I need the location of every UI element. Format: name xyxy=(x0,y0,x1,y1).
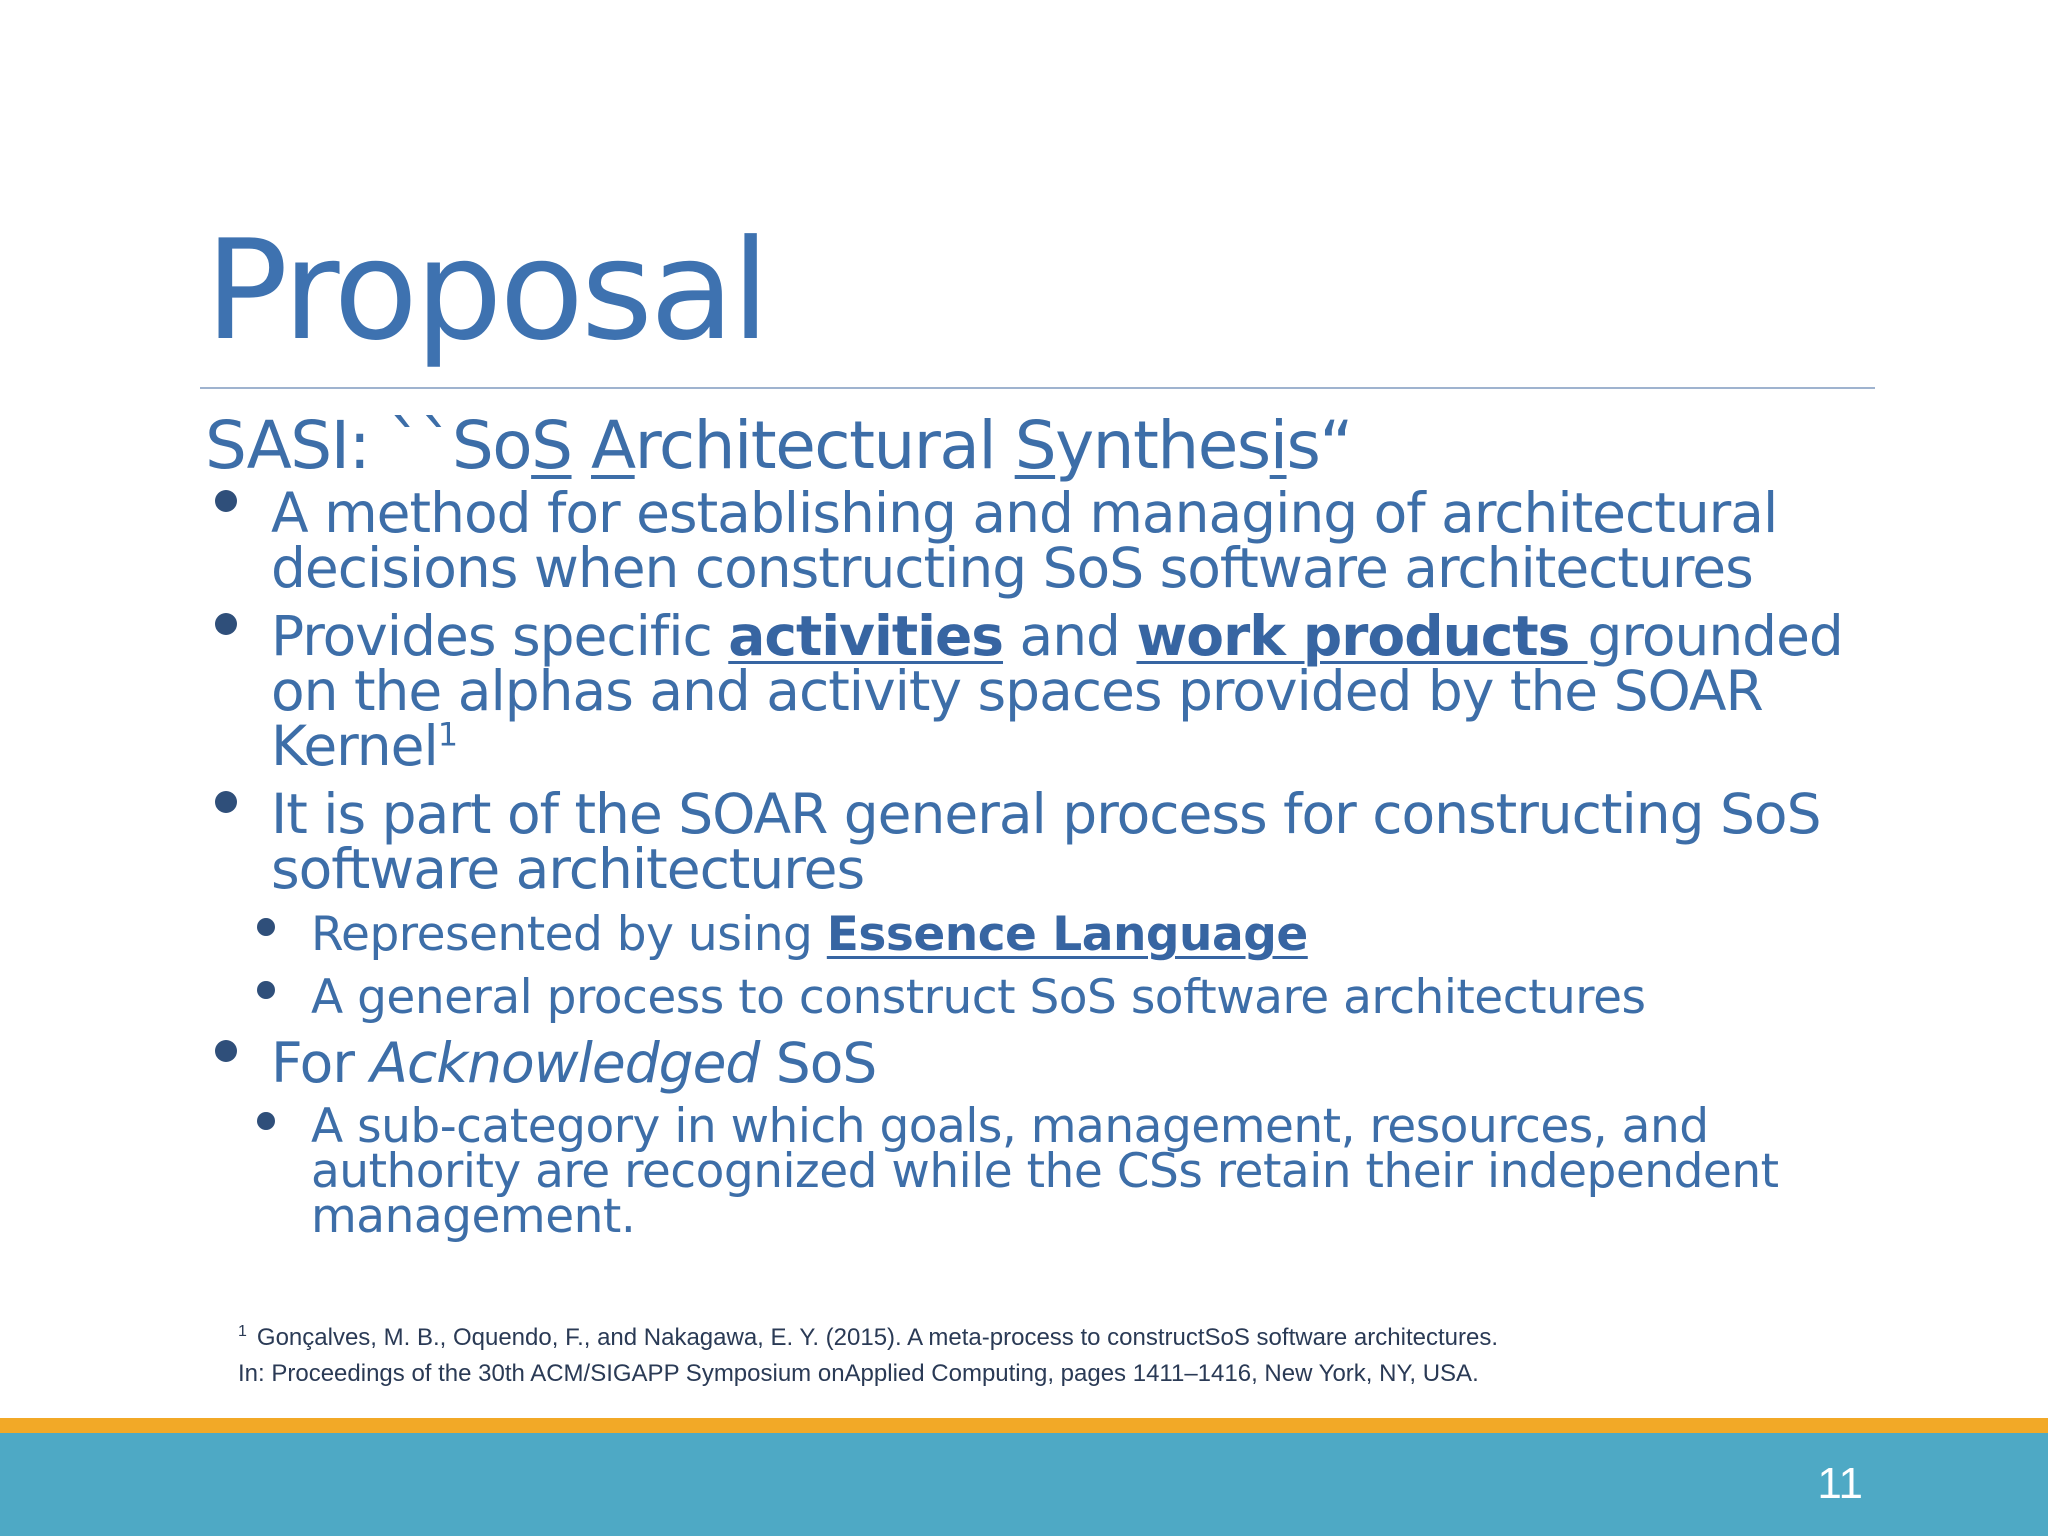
bullet-dot-icon xyxy=(215,613,237,635)
subtitle-letter-i: i xyxy=(1269,407,1287,484)
subtitle-gap xyxy=(572,407,591,484)
subtitle-ynthes: ynthes xyxy=(1055,407,1270,484)
footer-accent-bar xyxy=(0,1418,2048,1433)
bullet-acknowledged-pre: For xyxy=(271,1031,371,1095)
sub-bullet-subcategory xyxy=(205,1099,1865,1244)
essence-language-link[interactable]: Essence Language xyxy=(826,907,1308,962)
bullet-soar-process-text: It is part of the SOAR general process for constructing SoS software architectures xyxy=(271,782,1821,901)
footnote-line-1-text: Gonçalves, M. B., Oquendo, F., and Nakagawa, E. Y. (2015). A meta-process to constructSoS software architectures. xyxy=(256,1324,1498,1351)
bullet-list xyxy=(205,481,1865,1252)
bullet-provides xyxy=(205,604,1865,778)
bullet-dot-icon xyxy=(215,791,237,813)
subtitle-prefix: SASI: ``So xyxy=(205,407,532,484)
footnote xyxy=(238,1320,1498,1392)
bullet-provides-post: grounded on the alphas and activity spaces provided by the SOAR Kernel xyxy=(271,604,1843,778)
bullet-acknowledged xyxy=(205,1031,1865,1095)
slide-title: Proposal xyxy=(205,210,767,371)
subtitle-letter-s1: S xyxy=(531,407,572,484)
work-products-link[interactable]: work products xyxy=(1136,604,1588,668)
subtitle-letter-a: A xyxy=(591,407,635,484)
sub-bullet-essence-pre: Represented by using xyxy=(311,907,827,962)
page-number: 11 xyxy=(1817,1459,1863,1508)
sub-bullet-dot-icon xyxy=(257,918,275,936)
sub-bullet-dot-icon xyxy=(257,981,275,999)
footnote-line-2: In: Proceedings of the 30th ACM/SIGAPP Symposium onApplied Computing, pages 1411–1416, New York, NY, USA. xyxy=(238,1360,1479,1387)
footnote-reference: 1 xyxy=(437,715,458,754)
title-divider xyxy=(200,387,1875,389)
sub-bullet-dot-icon xyxy=(257,1112,275,1130)
bullet-method xyxy=(205,481,1865,600)
footer-bar xyxy=(0,1433,2048,1536)
footnote-marker: 1 xyxy=(238,1323,247,1340)
bullet-dot-icon xyxy=(215,490,237,512)
subtitle-letter-s2: S xyxy=(1014,407,1056,484)
footnote-line-1 xyxy=(238,1320,1498,1356)
subtitle-rchitectural: rchitectural xyxy=(634,407,1015,484)
bullet-acknowledged-italic: Acknowledged xyxy=(370,1031,760,1095)
bullet-method-text: A method for establishing and managing of architectural decisions when constructing SoS software architectures xyxy=(271,481,1778,600)
sub-bullet-general-process xyxy=(205,970,1865,1025)
bullet-provides-pre: Provides specific xyxy=(271,604,729,668)
sub-bullet-subcategory-text: A sub-category in which goals, management, resources, and authority are recognized while the CSs retain their independent management. xyxy=(311,1099,1779,1244)
slide-subtitle xyxy=(205,403,1352,489)
bullet-dot-icon xyxy=(215,1040,237,1062)
bullet-soar-process xyxy=(205,782,1865,901)
bullet-acknowledged-post: SoS xyxy=(759,1031,877,1095)
subtitle-end: s“ xyxy=(1286,407,1353,484)
activities-link[interactable]: activities xyxy=(728,604,1004,668)
sub-bullet-general-process-text: A general process to construct SoS software architectures xyxy=(311,970,1646,1025)
sub-bullet-essence xyxy=(205,907,1865,962)
bullet-provides-mid: and xyxy=(1003,604,1137,668)
